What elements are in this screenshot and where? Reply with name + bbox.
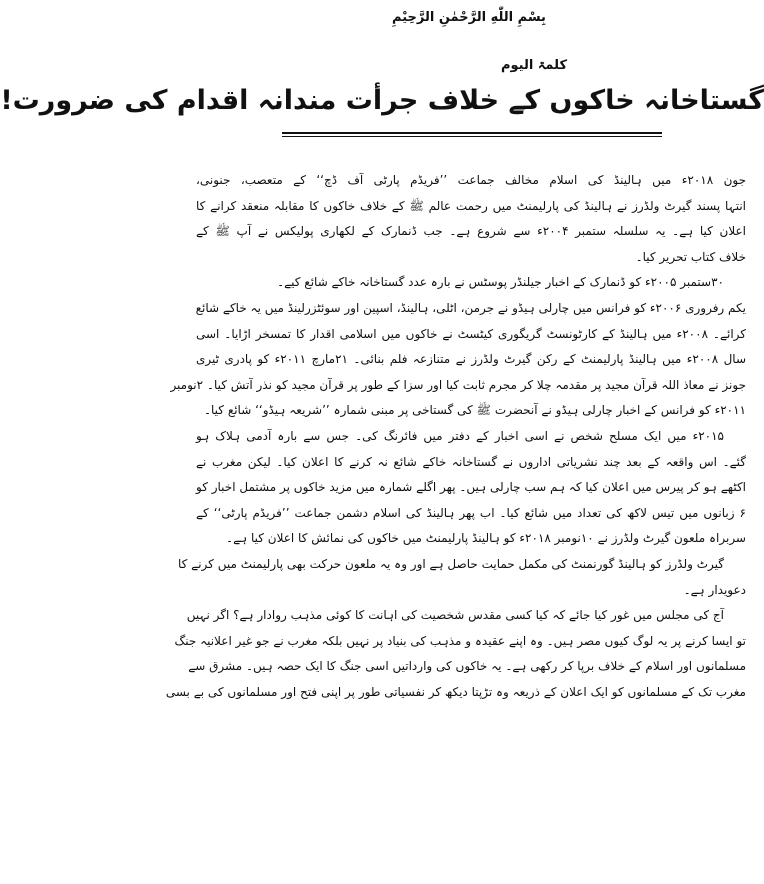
article-line: جون ۲۰۱۸ء میں ہالینڈ کی اسلام مخالف جماعت ’’فریڈم پارٹی آف ڈچ‘‘ کے متعصب، جنونی، [196,173,746,187]
article-line: گیرٹ ولڈرز کو ہالینڈ گورنمنٹ کی مکمل حمایت حاصل ہے اور وہ یہ ملعون حرکت بھی پارلیمنٹ میں کرنے کا [178,556,724,571]
article-line: کرائے۔ ۲۰۰۸ء میں ہالینڈ کے کارٹونسٹ گریگوری کیٹسٹ نے خاکوں میں اسلامی اقدار کا تمسخر اڑایا۔ اسی [196,326,746,341]
article-line: گئے۔ اس واقعہ کے بعد چند نشریاتی اداروں نے گستاخانہ خاکے شائع نہ کرنے کا اعلان کیا۔ لیکن مغرب نے [196,454,746,469]
article-line: سال ۲۰۰۸ء میں ہالینڈ پارلیمنٹ کے رکن گیرٹ ولڈرز نے متنازعہ فلم بنائی۔ ۲۱مارچ ۲۰۱۱ء کو پادری ٹیری [196,352,746,367]
article-line: آج کی مجلس میں غور کیا جائے کہ کیا کسی مقدس شخصیت کی اہانت کا کوئی مذہب روادار ہے؟ اگر نہیں [186,608,724,623]
article-line: اعلان کیا ہے۔ یہ سلسلہ ستمبر ۲۰۰۴ء سے شروع ہے۔ جب ڈنمارک کے لکھاری پولیکس نے آپ ﷺ کے [196,224,746,239]
article-line: ۳۰ستمبر ۲۰۰۵ء کو ڈنمارک کے اخبار جیلنڈر پوسٹس نے بارہ عدد گستاخانہ خاکے شائع کیے۔ [277,275,724,290]
article-line: ۲۰۱۱ء کو فرانس کے اخبار چارلی ہیڈو نے آنحضرت ﷺ کی گستاخی پر مبنی شمارہ ’’شریعہ ہیڈو‘‘ شائع کیا۔ [203,403,746,418]
article-line: ۶ زبانوں میں تیس لاکھ کی تعداد میں شائع کیا۔ اب پھر ہالینڈ کی اسلام دشمن جماعت ’’فریڈم پارٹی‘‘ کے [196,505,746,520]
article-line: تو ایسا کرنے پر یہ لوگ کیوں مصر ہیں۔ وہ اپنے عقیدہ و مذہب کی بنیاد پر نہیں بلکہ مغرب نے جو غیر اعلانیہ جنگ [174,633,746,648]
article-line: انتہا پسند گیرٹ ولڈرز نے ہالینڈ کی پارلیمنٹ میں رحمت عالم ﷺ کے خلاف خاکوں کا مقابلہ منعقد کرانے کا [196,198,746,213]
headline-underline [282,132,662,137]
article-line: جونز نے معاذ اللہ قرآن مجید پر مقدمہ چلا کر مجرم ثابت کیا اور سزا کے طور پر قرآن مجید کو نذر آتش کیا۔ ۲نومبر [170,377,746,392]
bismillah-heading: بِسْمِ اللّٰهِ الرَّحْمٰنِ الرَّحِیْمِ [392,10,546,25]
article-line: مغرب تک کے مسلمانوں کو ایک اعلان کے ذریعہ وہ تڑپتا دیکھ کر نفسیاتی طور پر اپنی فتح اور مسلمانوں کی بے بسی [165,684,746,699]
article-line: یکم رفروری ۲۰۰۶ء کو فرانس میں چارلی ہیڈو نے جرمن، اٹلی، ہالینڈ، اسپین اور سوئٹزرلینڈ میں یہ خاکے شائع [195,300,746,315]
article-headline: گستاخانہ خاکوں کے خلاف جرأت مندانہ اقدام کی ضرورت! [0,85,764,116]
article-line: دعویدار ہے۔ [683,582,746,597]
article-line: مسلمانوں اور اسلام کے خلاف برپا کر رکھی ہے۔ یہ خاکوں کی وارداتیں اسی جنگ کا ایک حصہ ہیں۔ مشرق سے [188,659,746,674]
article-line: سربراہ ملعون گیرٹ ولڈرز نے ۱۰نومبر ۲۰۱۸ء کو ہالینڈ پارلیمنٹ میں خاکوں کی نمائش کا اعلان کیا ہے۔ [226,531,746,546]
column-label: کلمۃ الیوم [500,58,568,73]
article-body [165,168,746,705]
article-line: ۲۰۱۵ء میں ایک مسلح شخص نے اسی اخبار کے دفتر میں فائرنگ کی۔ جس سے بارہ آدمی ہلاک ہو [196,428,724,443]
article-line: اکٹھے ہو کر پیرس میں اعلان کیا کہ ہم سب چارلی ہیں۔ پھر اگلے شمارہ میں مزید خاکوں پر مشتمل اخبار کو [196,480,746,495]
article-line: خلاف کتاب تحریر کیا۔ [635,249,746,264]
